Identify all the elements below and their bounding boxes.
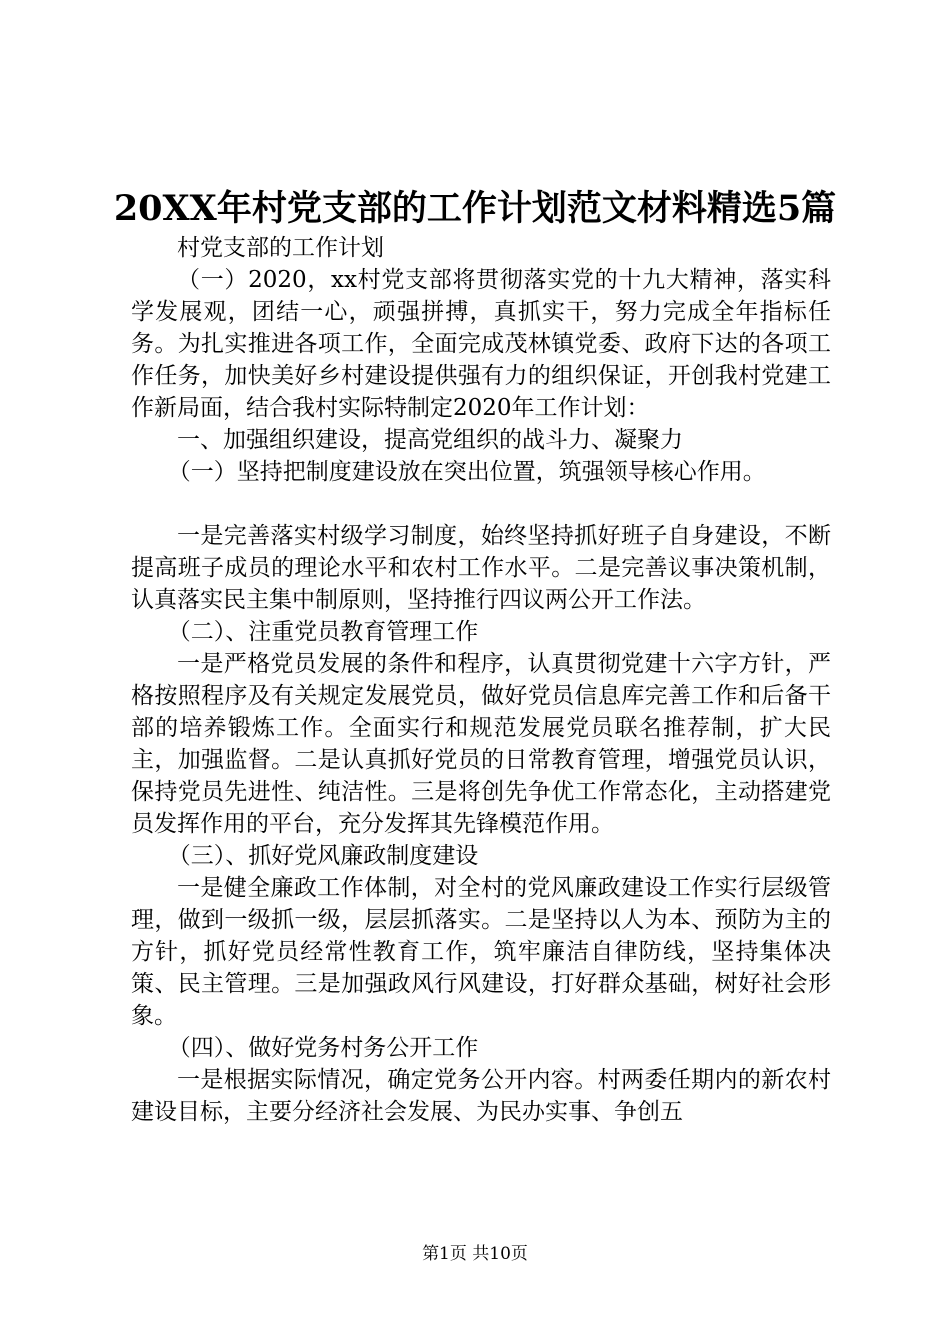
- subsection-heading: （二）、注重党员教育管理工作: [167, 619, 479, 645]
- paragraph: 一是严格党员发展的条件和程序，认真贯彻党建十六字方针，严格按照程序及有关规定发展党员，做好党员信息库完善工作和后备干部的培养锻炼工作。全面实行和规范发展党员联名推荐制，扩大民主，加强监督。二是认真抓好党员的日常教育管理，增强党员认识，保持党员先进性、纯洁性。三是将创先争优工作常态化，主动搭建党员发挥作用的平台，充分发挥其先锋模范作用。: [131, 651, 831, 837]
- subsection-heading: （四）、做好党务村务公开工作: [167, 1035, 479, 1061]
- document-body: [131, 232, 831, 1128]
- paragraph: 一是完善落实村级学习制度，始终坚持抓好班子自身建设，不断提高班子成员的理论水平和农村工作水平。二是完善议事决策机制，认真落实民主集中制原则，坚持推行四议两公开工作法。: [131, 523, 831, 613]
- paragraph: （一）2020，xx村党支部将贯彻落实党的十九大精神，落实科学发展观，团结一心，顽强拼搏，真抓实干，努力完成全年指标任务。为扎实推进各项工作，全面完成茂林镇党委、政府下达的各项工作任务，加快美好乡村建设提供强有力的组织保证，开创我村党建工作新局面，结合我村实际特制定2020年工作计划：: [131, 267, 831, 421]
- subsection-heading: （三）、抓好党风廉政制度建设: [167, 843, 479, 869]
- section-heading: 村党支部的工作计划: [177, 235, 384, 261]
- paragraph: 一是健全廉政工作体制，对全村的党风廉政建设工作实行层级管理，做到一级抓一级，层层抓落实。二是坚持以人为本、预防为主的方针，抓好党员经常性教育工作，筑牢廉洁自律防线，坚持集体决策、民主管理。三是加强政风行风建设，打好群众基础，树好社会形象。: [131, 875, 831, 1029]
- section-heading: 一、加强组织建设，提高党组织的战斗力、凝聚力: [177, 427, 683, 453]
- document-title: 20XX年村党支部的工作计划范文材料精选5篇: [113, 188, 837, 229]
- page-footer: 第1页 共10页: [422, 1244, 528, 1264]
- paragraph: 一是根据实际情况，确定党务公开内容。村两委任期内的新农村建设目标，主要分经济社会发展、为民办实事、争创五: [131, 1067, 831, 1125]
- subsection-heading: （一）坚持把制度建设放在突出位置，筑强领导核心作用。: [167, 459, 766, 485]
